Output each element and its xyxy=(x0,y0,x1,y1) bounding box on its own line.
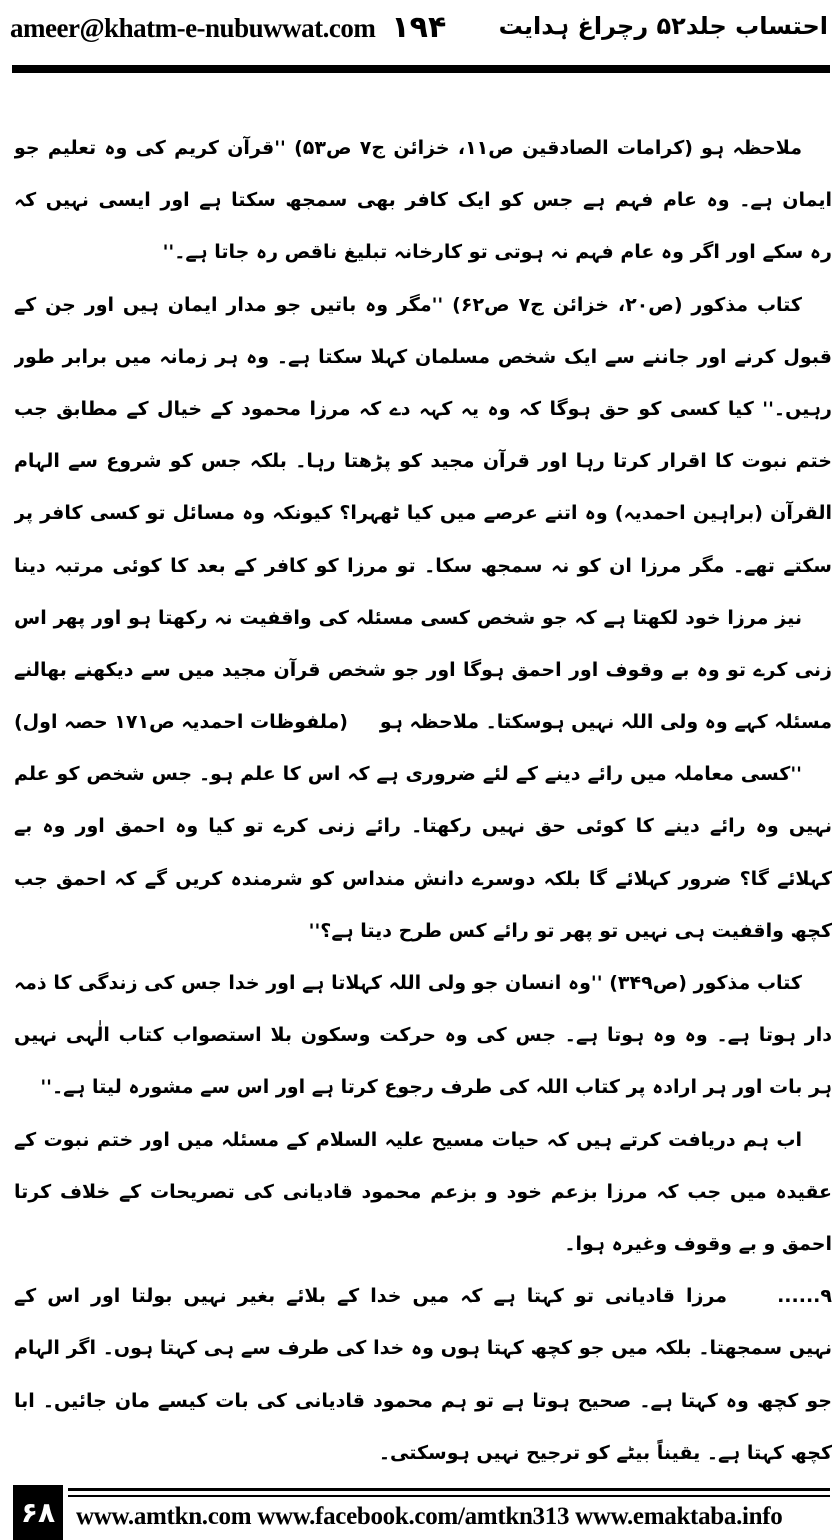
text-line: قبول کرنے اور جاننے سے ایک شخص مسلمان کہلا سکتا ہے۔ وہ ہر زمانہ میں برابر طور xyxy=(14,345,832,368)
text-line: کتاب مذکور (ص۳۴۹) ''وہ انسان جو ولی اللہ کہلاتا ہے اور خدا جس کی زندگی کا ذمہ xyxy=(14,972,802,994)
text-line: رہیں۔'' کیا کسی کو حق ہوگا کہ وہ یہ کہہ دے کہ مرزا محمود کے خیال کے مطابق جب xyxy=(14,397,832,420)
text-line: اب ہم دریافت کرتے ہیں کہ حیات مسیح علیہ السلام کے مسئلہ میں اور ختم نبوت کے xyxy=(14,1128,802,1151)
citation: (ملفوظات احمدیہ ص۱۷۱ حصہ اول) xyxy=(14,711,348,734)
text-line: کچھ واقفیت ہی نہیں تو پھر تو رائے کس طرح دیتا ہے؟'' xyxy=(308,919,832,942)
text-line xyxy=(14,1270,832,1322)
text-segment: مرزا قادیانی تو کہتا ہے کہ میں خدا کے بلائے بغیر نہیں بولتا اور اس کے xyxy=(14,1285,728,1308)
text-line: جو کچھ وہ کہتا ہے۔ صحیح ہوتا ہے تو ہم محمود قادیانی کی بات کیسے مان جائیں۔ ابا xyxy=(14,1389,832,1412)
text-line: زنی کرے تو وہ بے وقوف اور احمق ہوگا اور جو شخص قرآن مجید میں سے دیکھنے بھالنے xyxy=(14,658,832,681)
header-rule xyxy=(12,65,830,73)
text-line: نہیں سمجھتا۔ بلکہ میں جو کچھ کہتا ہوں وہ خدا کی طرف سے ہی کہتا ہوں۔ اگر الہام xyxy=(14,1337,832,1360)
text-line: کہلائے گا؟ ضرور کہلائے گا بلکہ دوسرے دانش منداس کو شرمندہ کریں گے کہ احمق جب xyxy=(14,867,832,890)
text-line: ملاحظہ ہو (کرامات الصادقین ص۱۱، خزائن ج۷ ص۵۳) ''قرآن کریم کی وہ تعلیم جو xyxy=(14,137,802,159)
text-segment: مسئلہ کہے وہ ولی اللہ نہیں ہوسکتا۔ ملاحظہ ہو xyxy=(379,711,832,734)
text-line: ختم نبوت کا اقرار کرتا رہا اور قرآن مجید کو پڑھتا رہا۔ بلکہ جس کو شروع سے الہام xyxy=(14,450,832,473)
text-line: دار ہوتا ہے۔ وہ وہ ہوتا ہے۔ جس کی وہ حرکت وسکون بلا استصواب کتاب الٰہی نہیں xyxy=(14,1024,832,1047)
text-line: کچھ کہتا ہے۔ یقیناً بیٹے کو ترجیح نہیں ہوسکتی۔ xyxy=(378,1441,832,1464)
text-line: احمق و بے وقوف وغیرہ ہوا۔ xyxy=(564,1232,832,1255)
text-line: القرآن (براہین احمدیہ) وہ اتنے عرصے میں کیا ٹھہرا؟ کیونکہ وہ مسائل تو کسی کافر پر xyxy=(14,502,832,525)
text-line: رہ سکے اور اگر وہ عام فہم نہ ہوتی تو کارخانہ تبلیغ ناقص رہ جاتا ہے۔'' xyxy=(162,241,832,264)
page-header xyxy=(0,0,840,64)
text-line: نیز مرزا خود لکھتا ہے کہ جو شخص کسی مسئلہ کی واقفیت نہ رکھتا ہو اور پھر اس xyxy=(14,606,802,629)
text-line: ایمان ہے۔ وہ عام فہم ہے جس کو ایک کافر بھی سمجھ سکتا ہے اور ایسی نہیں کہ xyxy=(14,189,832,212)
text-line: ''کسی معاملہ میں رائے دینے کے لئے ضروری ہے کہ اس کا علم ہو۔ جس شخص کو علم xyxy=(14,763,802,786)
header-left-group xyxy=(10,10,446,45)
footer-rule xyxy=(68,1488,830,1491)
footer-urls: www.amtkn.com www.facebook.com/amtkn313 www.emaktaba.info xyxy=(76,1503,783,1530)
item-number: ۹...... xyxy=(777,1285,832,1308)
text-line: عقیدہ میں جب کہ مرزا بزعم خود و بزعم محمود قادیانی کی تصریحات کے خلاف کرتا xyxy=(14,1180,832,1203)
text-line: نہیں وہ رائے دینے کا کوئی حق نہیں رکھتا۔ رائے زنی کرے تو کیا وہ احمق اور وہ بے xyxy=(14,815,832,838)
text-line xyxy=(14,696,832,748)
header-email: ameer@khatm-e-nubuwwat.com xyxy=(10,13,376,43)
text-line: ہر بات اور ہر ارادہ پر کتاب اللہ کی طرف رجوع کرتا ہے اور اس سے مشورہ لیتا ہے۔'' xyxy=(40,1076,832,1099)
footer-rule xyxy=(68,1495,830,1497)
footer-page-number: ۶۸ xyxy=(13,1485,63,1540)
header-page-number: ۱۹۴ xyxy=(391,10,447,45)
page-body-text xyxy=(14,122,832,1479)
text-line: سکتے تھے۔ مگر مرزا ان کو نہ سمجھ سکا۔ تو مرزا کو کافر کے بعد کا کوئی مرتبہ دینا xyxy=(14,554,832,577)
header-book-title: احتساب جلد۵۲ رچراغ ہدایت xyxy=(498,12,828,40)
text-line: کتاب مذکور (ص۲۰، خزائن ج۷ ص۶۲) ''مگر وہ باتیں جو مدار ایمان ہیں اور جن کے xyxy=(14,293,802,316)
